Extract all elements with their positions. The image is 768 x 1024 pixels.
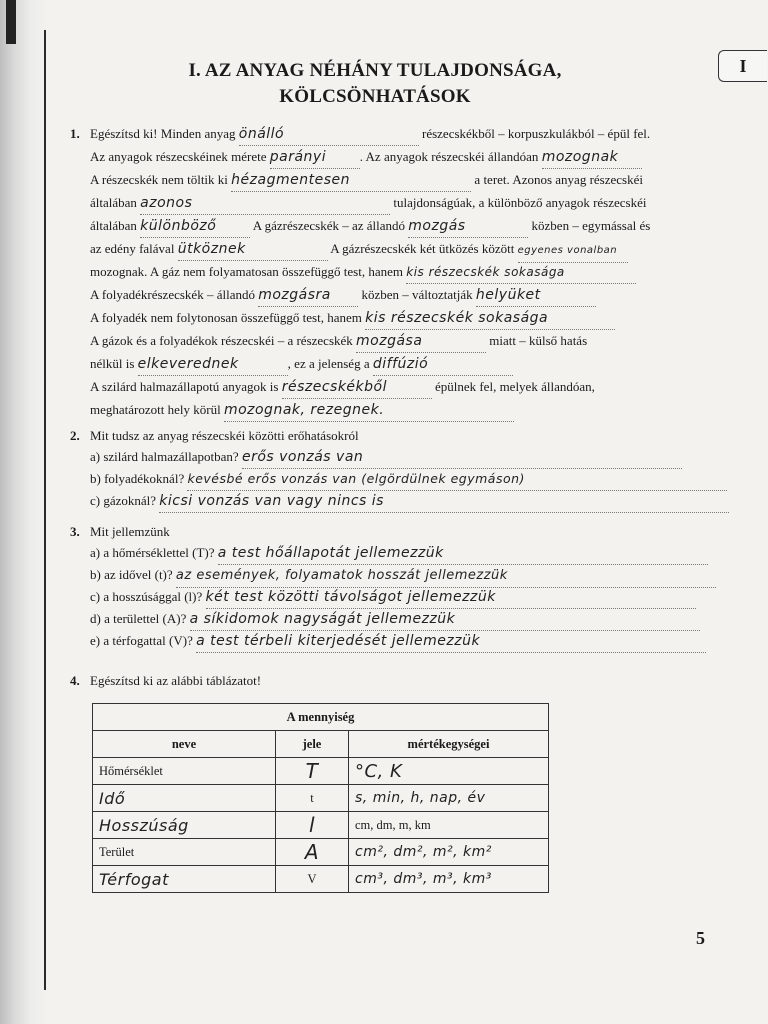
q3-c: c) a hosszúsággal (l)? két test közötti távolságot jellemezzük bbox=[90, 586, 750, 608]
chapter-tab: I bbox=[718, 50, 767, 82]
q3-prompt: Mit jellemzünk bbox=[90, 524, 170, 539]
question-2 bbox=[70, 425, 750, 515]
answer-field: az események, folyamatok hosszát jellemezzük bbox=[176, 565, 716, 588]
binding-mark bbox=[6, 0, 16, 44]
table-row bbox=[93, 866, 549, 893]
q1-line-8: A folyadékrészecskék – állandó mozgásra közben – változtatják helyüket bbox=[90, 284, 750, 306]
answer-field: mozgásra bbox=[258, 284, 358, 307]
row-symbol: t bbox=[276, 785, 349, 812]
q1-line-3: A részecskék nem töltik ki hézagmentesen a teret. Azonos anyag részecskéi bbox=[90, 169, 750, 191]
col-header-name: neve bbox=[93, 731, 276, 758]
row-symbol: T bbox=[276, 758, 349, 785]
answer-field: mozognak bbox=[542, 146, 642, 169]
table-title-row bbox=[93, 704, 549, 731]
answer-field: részecskékből bbox=[282, 376, 432, 399]
title-line-1: I. AZ ANYAG NÉHÁNY TULAJDONSÁGA, bbox=[188, 60, 562, 81]
q2-prompt: Mit tudsz az anyag részecskéi közötti erőhatásokról bbox=[90, 428, 359, 443]
q3-b: b) az idővel (t)? az események, folyamatok hosszát jellemezzük bbox=[90, 564, 750, 586]
row-units: s, min, h, nap, év bbox=[349, 785, 549, 812]
col-header-units: mértékegységei bbox=[349, 731, 549, 758]
answer-field: parányi bbox=[270, 146, 360, 169]
q2-b: b) folyadékoknál? kevésbé erős vonzás van (elgördülnek egymáson) bbox=[90, 468, 750, 490]
q1-line-12: A szilárd halmazállapotú anyagok is részecskékből épülnek fel, melyek állandóan, bbox=[90, 376, 750, 398]
answer-field: kis részecskék sokasága bbox=[406, 261, 636, 284]
row-units: cm², dm², m², km² bbox=[349, 839, 549, 866]
row-units: °C, K bbox=[349, 758, 549, 785]
q1-line-13: meghatározott hely körül mozognak, rezegnek. bbox=[90, 399, 750, 421]
q1-line-1: Egészítsd ki! Minden anyag önálló részecskékből – korpuszkulákból – épül fel. bbox=[90, 123, 750, 145]
table-row bbox=[93, 758, 549, 785]
title-line-2: KÖLCSÖNHATÁSOK bbox=[279, 86, 471, 107]
q2-a: a) szilárd halmazállapotban? erős vonzás van bbox=[90, 446, 750, 468]
answer-field: egyenes vonalban bbox=[518, 240, 628, 263]
question-4 bbox=[70, 670, 750, 694]
answer-field: mozgása bbox=[356, 330, 486, 353]
q1-line-2: Az anyagok részecskéinek mérete parányi . Az anyagok részecskéi állandóan mozognak bbox=[90, 146, 750, 168]
row-symbol: V bbox=[276, 866, 349, 893]
answer-field: ütköznek bbox=[178, 238, 328, 261]
answer-field: mozgás bbox=[408, 215, 528, 238]
answer-field: elkeverednek bbox=[138, 353, 288, 376]
answer-field: önálló bbox=[239, 123, 419, 146]
question-1 bbox=[70, 123, 750, 423]
page-number: 5 bbox=[696, 928, 705, 948]
question-number: 2. bbox=[70, 428, 80, 443]
q1-line-5: általában különböző A gázrészecskék – az állandó mozgás közben – egymással és bbox=[90, 215, 750, 237]
q2-c: c) gázoknál? kicsi vonzás van vagy nincs is bbox=[90, 490, 750, 512]
answer-field: a síkidomok nagyságát jellemezzük bbox=[190, 608, 700, 631]
scan-edge-shadow bbox=[0, 0, 48, 1024]
answer-field: kicsi vonzás van vagy nincs is bbox=[159, 490, 729, 513]
answer-field: mozognak, rezegnek. bbox=[224, 399, 514, 422]
q4-prompt: Egészítsd ki az alábbi táblázatot! bbox=[90, 673, 262, 688]
q1-line-10: A gázok és a folyadékok részecskéi – a részecskék mozgása miatt – külső hatás bbox=[90, 330, 750, 352]
q3-a: a) a hőmérséklettel (T)? a test hőállapotát jellemezzük bbox=[90, 542, 750, 564]
table-row bbox=[93, 839, 549, 866]
question-3 bbox=[70, 521, 750, 661]
answer-field: diffúzió bbox=[373, 353, 513, 376]
row-name: Idő bbox=[93, 785, 276, 812]
answer-field: kis részecskék sokasága bbox=[365, 307, 615, 330]
page-title bbox=[110, 58, 640, 110]
question-number: 1. bbox=[70, 126, 80, 141]
row-symbol: A bbox=[276, 839, 349, 866]
question-number: 3. bbox=[70, 524, 80, 539]
answer-field: kevésbé erős vonzás van (elgördülnek egymáson) bbox=[187, 468, 727, 491]
answer-field: különböző bbox=[140, 215, 250, 238]
row-units: cm, dm, m, km bbox=[349, 812, 549, 839]
q3-d: d) a területtel (A)? a síkidomok nagyságát jellemezzük bbox=[90, 608, 750, 630]
answer-field: hézagmentesen bbox=[231, 169, 471, 192]
q3-e: e) a térfogattal (V)? a test térbeli kiterjedését jellemezzük bbox=[90, 630, 750, 652]
answer-field: a test hőállapotát jellemezzük bbox=[218, 542, 708, 565]
row-symbol: l bbox=[276, 812, 349, 839]
answer-field: helyüket bbox=[476, 284, 596, 307]
q1-line-6: az edény falával ütköznek A gázrészecskék két ütközés között egyenes vonalban bbox=[90, 238, 750, 260]
answer-field: két test közötti távolságot jellemezzük bbox=[206, 586, 696, 609]
table-row bbox=[93, 812, 549, 839]
row-name: Hőmérséklet bbox=[93, 758, 276, 785]
answer-field: a test térbeli kiterjedését jellemezzük bbox=[196, 630, 706, 653]
table-title: A mennyiség bbox=[93, 704, 549, 731]
answer-field: erős vonzás van bbox=[242, 446, 682, 469]
q1-line-4: általában azonos tulajdonságúak, a különböző anyagok részecskéi bbox=[90, 192, 750, 214]
quantity-table bbox=[92, 703, 549, 893]
row-units: cm³, dm³, m³, km³ bbox=[349, 866, 549, 893]
q1-line-9: A folyadék nem folytonosan összefüggő test, hanem kis részecskék sokasága bbox=[90, 307, 750, 329]
row-name: Hosszúság bbox=[93, 812, 276, 839]
binding-line bbox=[44, 30, 46, 990]
question-number: 4. bbox=[70, 673, 80, 688]
row-name: Terület bbox=[93, 839, 276, 866]
col-header-symbol: jele bbox=[276, 731, 349, 758]
table-row bbox=[93, 785, 549, 812]
q1-line-7: mozognak. A gáz nem folyamatosan összefüggő test, hanem kis részecskék sokasága bbox=[90, 261, 750, 283]
answer-field: azonos bbox=[140, 192, 390, 215]
q1-line-11: nélkül is elkeverednek , ez a jelenség a diffúzió bbox=[90, 353, 750, 375]
table-header-row bbox=[93, 731, 549, 758]
row-name: Térfogat bbox=[93, 866, 276, 893]
